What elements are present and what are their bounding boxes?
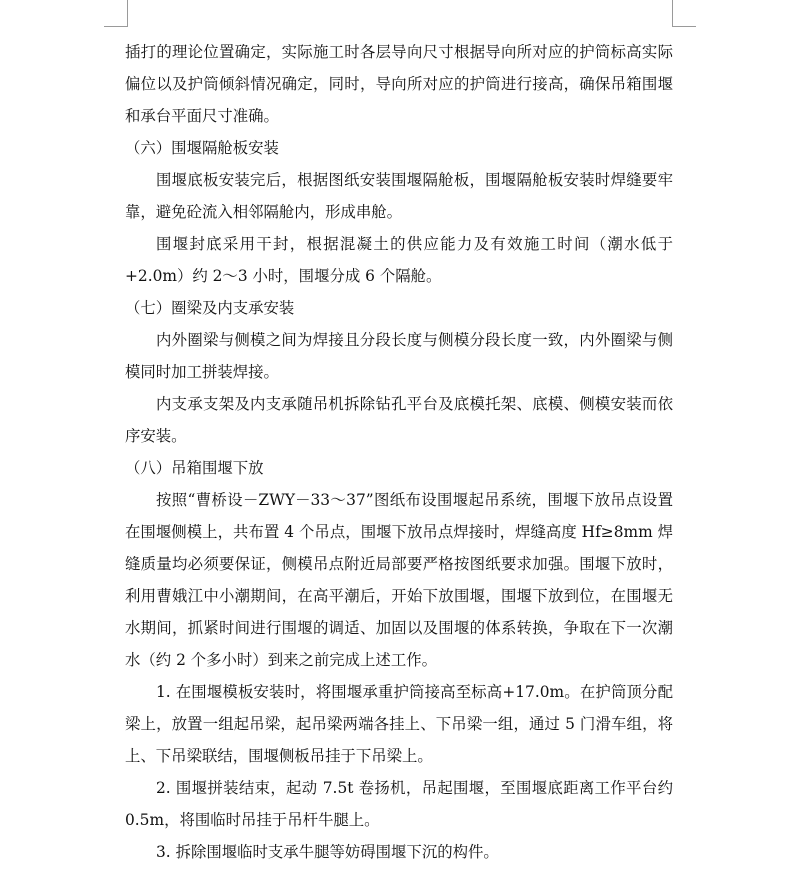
paragraph: 插打的理论位置确定，实际施工时各层导向尺寸根据导向所对应的护筒标高实际偏位以及护筒倾斜情况确定，同时，导向所对应的护筒进行接高，确保吊箱围堰和承台平面尺寸准确。 xyxy=(125,43,673,125)
section-heading: （八）吊箱围堰下放 xyxy=(125,459,264,477)
numbered-paragraph: 1. 在围堰模板安装时，将围堰承重护筒接高至标高+17.0m。在护筒顶分配梁上，放置一组起吊梁，起吊梁两端各挂上、下吊梁一组，通过 5 门滑车组，将上、下吊梁联结，围堰侧板吊挂于下吊梁上。 xyxy=(125,683,673,765)
paragraph: 围堰底板安装完后，根据图纸安装围堰隔舱板，围堰隔舱板安装时焊缝要牢靠，避免砼流入相邻隔舱内，形成串舱。 xyxy=(125,171,673,221)
paragraph: 围堰封底采用干封，根据混凝土的供应能力及有效施工时间（潮水低于+2.0m）约 2～3 小时，围堰分成 6 个隔舱。 xyxy=(125,235,673,285)
paragraph: 内外圈梁与侧模之间为焊接且分段长度与侧模分段长度一致，内外圈梁与侧模同时加工拼装焊接。 xyxy=(125,331,673,381)
section-heading: （六）围堰隔舱板安装 xyxy=(125,139,279,157)
section-heading: （七）圈梁及内支承安装 xyxy=(125,299,295,317)
margin-corner-mark-right xyxy=(672,0,696,27)
margin-corner-mark-left xyxy=(104,0,128,27)
document-body[interactable] xyxy=(125,36,678,868)
numbered-paragraph: 2. 围堰拼装结束，起动 7.5t 卷扬机，吊起围堰，至围堰底距离工作平台约 0.5m，将围临时吊挂于吊杆牛腿上。 xyxy=(125,779,678,829)
paragraph: 内支承支架及内支承随吊机拆除钻孔平台及底模托架、底模、侧模安装而依序安装。 xyxy=(125,395,673,445)
paragraph: 按照“曹桥设－ZWY－33～37”图纸布设围堰起吊系统，围堰下放吊点设置在围堰侧模上，共布置 4 个吊点，围堰下放吊点焊接时，焊缝高度 Hf≥8mm 焊缝质量均必须要保证，侧模吊点附近局部要严格按图纸要求加强。围堰下放时，利用曹娥江中小潮期间，在高平潮后，开始下放围堰，围堰下放到位，在围堰无水期间，抓紧时间进行围堰的调适、加固以及围堰的体系转换，争取在下一次潮水（约 2 个多小时）到来之前完成上述工作。 xyxy=(125,491,673,669)
numbered-paragraph: 3. 拆除围堰临时支承牛腿等妨碍围堰下沉的构件。 xyxy=(156,843,499,861)
